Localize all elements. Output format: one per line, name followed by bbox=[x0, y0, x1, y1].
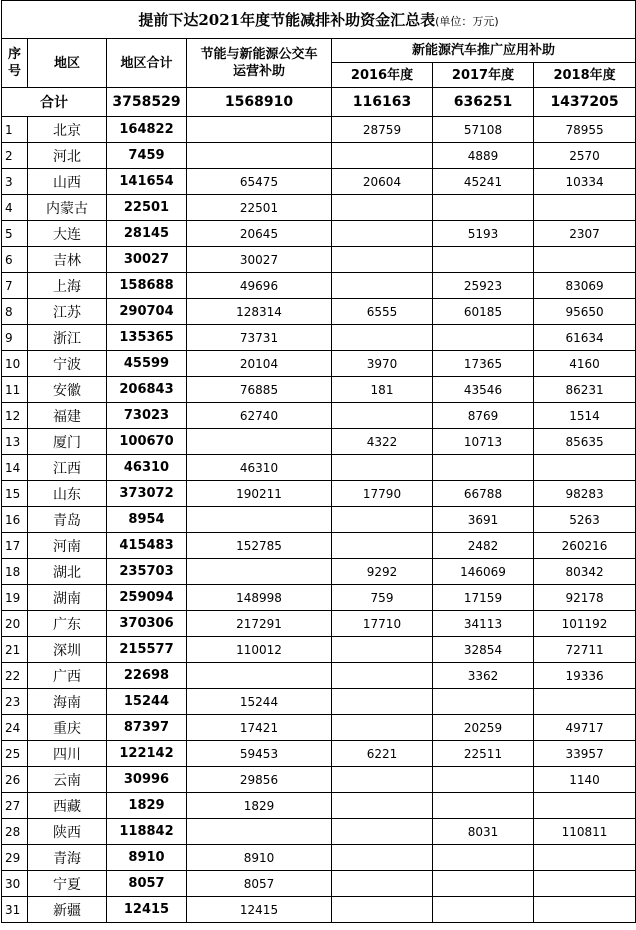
y2016-cell bbox=[332, 689, 433, 715]
table-row bbox=[2, 845, 636, 871]
seq-cell: 25 bbox=[2, 741, 28, 767]
y2016-cell bbox=[332, 871, 433, 897]
bus-subsidy-cell: 152785 bbox=[187, 533, 332, 559]
y2018-cell: 5263 bbox=[534, 507, 636, 533]
y2018-cell: 260216 bbox=[534, 533, 636, 559]
y2018-cell bbox=[534, 455, 636, 481]
y2017-cell: 8031 bbox=[433, 819, 534, 845]
bus-subsidy-cell: 148998 bbox=[187, 585, 332, 611]
y2016-cell bbox=[332, 273, 433, 299]
table-row bbox=[2, 325, 636, 351]
bus-subsidy-cell: 22501 bbox=[187, 195, 332, 221]
bus-subsidy-cell: 110012 bbox=[187, 637, 332, 663]
table-row bbox=[2, 481, 636, 507]
region-cell: 厦门 bbox=[28, 429, 107, 455]
region-total-cell: 30027 bbox=[107, 247, 187, 273]
region-cell: 海南 bbox=[28, 689, 107, 715]
table-title bbox=[2, 1, 636, 39]
region-cell: 陕西 bbox=[28, 819, 107, 845]
seq-cell: 7 bbox=[2, 273, 28, 299]
y2017-cell: 3691 bbox=[433, 507, 534, 533]
seq-cell: 13 bbox=[2, 429, 28, 455]
region-total-cell: 28145 bbox=[107, 221, 187, 247]
seq-cell: 26 bbox=[2, 767, 28, 793]
bus-subsidy-cell bbox=[187, 429, 332, 455]
seq-cell: 18 bbox=[2, 559, 28, 585]
header-2016: 2016年度 bbox=[332, 63, 433, 88]
header-nev-group: 新能源汽车推广应用补助 bbox=[332, 39, 636, 63]
y2016-cell: 17710 bbox=[332, 611, 433, 637]
y2017-cell: 5193 bbox=[433, 221, 534, 247]
bus-subsidy-cell: 12415 bbox=[187, 897, 332, 923]
y2018-cell: 86231 bbox=[534, 377, 636, 403]
header-2018: 2018年度 bbox=[534, 63, 636, 88]
bus-subsidy-cell: 29856 bbox=[187, 767, 332, 793]
table-row bbox=[2, 689, 636, 715]
bus-subsidy-cell: 128314 bbox=[187, 299, 332, 325]
total-label: 合计 bbox=[2, 88, 107, 117]
bus-subsidy-cell: 59453 bbox=[187, 741, 332, 767]
y2017-cell: 60185 bbox=[433, 299, 534, 325]
region-total-cell: 73023 bbox=[107, 403, 187, 429]
y2018-cell: 33957 bbox=[534, 741, 636, 767]
region-total-cell: 122142 bbox=[107, 741, 187, 767]
y2017-cell: 8769 bbox=[433, 403, 534, 429]
y2016-cell bbox=[332, 819, 433, 845]
region-total-cell: 415483 bbox=[107, 533, 187, 559]
header-bus-subsidy: 节能与新能源公交车运营补助 bbox=[187, 39, 332, 88]
bus-subsidy-cell: 190211 bbox=[187, 481, 332, 507]
y2018-cell: 1514 bbox=[534, 403, 636, 429]
table-row bbox=[2, 299, 636, 325]
region-cell: 湖北 bbox=[28, 559, 107, 585]
seq-cell: 3 bbox=[2, 169, 28, 195]
y2016-cell bbox=[332, 663, 433, 689]
y2018-cell: 95650 bbox=[534, 299, 636, 325]
bus-subsidy-cell: 73731 bbox=[187, 325, 332, 351]
table-row bbox=[2, 663, 636, 689]
header-seq: 序号 bbox=[2, 39, 28, 88]
y2017-cell: 2482 bbox=[433, 533, 534, 559]
table-row bbox=[2, 351, 636, 377]
y2016-cell bbox=[332, 143, 433, 169]
table-row bbox=[2, 637, 636, 663]
table-row bbox=[2, 221, 636, 247]
table-row bbox=[2, 871, 636, 897]
y2018-cell bbox=[534, 195, 636, 221]
y2016-cell bbox=[332, 325, 433, 351]
y2018-cell: 19336 bbox=[534, 663, 636, 689]
region-cell: 河南 bbox=[28, 533, 107, 559]
bus-subsidy-cell: 49696 bbox=[187, 273, 332, 299]
y2018-cell: 2307 bbox=[534, 221, 636, 247]
y2018-cell: 4160 bbox=[534, 351, 636, 377]
title-text: 提前下达2021年度节能减排补助资金汇总表 bbox=[138, 11, 436, 29]
table-row bbox=[2, 143, 636, 169]
bus-subsidy-cell bbox=[187, 143, 332, 169]
region-cell: 安徽 bbox=[28, 377, 107, 403]
bus-subsidy-cell: 1829 bbox=[187, 793, 332, 819]
seq-cell: 5 bbox=[2, 221, 28, 247]
region-cell: 江西 bbox=[28, 455, 107, 481]
bus-subsidy-cell bbox=[187, 559, 332, 585]
total-bus: 1568910 bbox=[187, 88, 332, 117]
y2016-cell bbox=[332, 897, 433, 923]
bus-subsidy-cell: 15244 bbox=[187, 689, 332, 715]
y2018-cell: 85635 bbox=[534, 429, 636, 455]
y2018-cell: 72711 bbox=[534, 637, 636, 663]
region-total-cell: 370306 bbox=[107, 611, 187, 637]
region-cell: 江苏 bbox=[28, 299, 107, 325]
y2017-cell bbox=[433, 195, 534, 221]
y2018-cell: 10334 bbox=[534, 169, 636, 195]
seq-cell: 1 bbox=[2, 117, 28, 143]
table-row bbox=[2, 247, 636, 273]
region-cell: 上海 bbox=[28, 273, 107, 299]
y2017-cell: 146069 bbox=[433, 559, 534, 585]
region-cell: 福建 bbox=[28, 403, 107, 429]
seq-cell: 19 bbox=[2, 585, 28, 611]
total-2018: 1437205 bbox=[534, 88, 636, 117]
total-row bbox=[2, 88, 636, 117]
y2016-cell bbox=[332, 507, 433, 533]
region-cell: 新疆 bbox=[28, 897, 107, 923]
seq-cell: 2 bbox=[2, 143, 28, 169]
table-row bbox=[2, 117, 636, 143]
region-total-cell: 12415 bbox=[107, 897, 187, 923]
region-total-cell: 100670 bbox=[107, 429, 187, 455]
y2017-cell: 25923 bbox=[433, 273, 534, 299]
seq-cell: 23 bbox=[2, 689, 28, 715]
y2016-cell: 6221 bbox=[332, 741, 433, 767]
y2017-cell: 34113 bbox=[433, 611, 534, 637]
region-total-cell: 141654 bbox=[107, 169, 187, 195]
seq-cell: 10 bbox=[2, 351, 28, 377]
y2017-cell: 22511 bbox=[433, 741, 534, 767]
y2017-cell: 17159 bbox=[433, 585, 534, 611]
y2018-cell: 98283 bbox=[534, 481, 636, 507]
y2016-cell bbox=[332, 455, 433, 481]
table-row bbox=[2, 455, 636, 481]
table-row bbox=[2, 897, 636, 923]
y2016-cell: 3970 bbox=[332, 351, 433, 377]
seq-cell: 21 bbox=[2, 637, 28, 663]
region-total-cell: 215577 bbox=[107, 637, 187, 663]
bus-subsidy-cell: 17421 bbox=[187, 715, 332, 741]
y2016-cell: 9292 bbox=[332, 559, 433, 585]
region-total-cell: 206843 bbox=[107, 377, 187, 403]
y2016-cell: 28759 bbox=[332, 117, 433, 143]
region-cell: 深圳 bbox=[28, 637, 107, 663]
region-total-cell: 22501 bbox=[107, 195, 187, 221]
total-2017: 636251 bbox=[433, 88, 534, 117]
table-row bbox=[2, 793, 636, 819]
total-sum: 3758529 bbox=[107, 88, 187, 117]
y2016-cell bbox=[332, 247, 433, 273]
bus-subsidy-cell: 30027 bbox=[187, 247, 332, 273]
bus-subsidy-cell bbox=[187, 819, 332, 845]
y2016-cell: 20604 bbox=[332, 169, 433, 195]
y2016-cell bbox=[332, 793, 433, 819]
region-total-cell: 158688 bbox=[107, 273, 187, 299]
y2017-cell bbox=[433, 767, 534, 793]
y2017-cell bbox=[433, 455, 534, 481]
y2017-cell: 45241 bbox=[433, 169, 534, 195]
header-region: 地区 bbox=[28, 39, 107, 88]
y2017-cell bbox=[433, 325, 534, 351]
region-total-cell: 7459 bbox=[107, 143, 187, 169]
region-cell: 山西 bbox=[28, 169, 107, 195]
y2017-cell: 4889 bbox=[433, 143, 534, 169]
y2018-cell: 78955 bbox=[534, 117, 636, 143]
region-cell: 云南 bbox=[28, 767, 107, 793]
region-cell: 内蒙古 bbox=[28, 195, 107, 221]
region-total-cell: 15244 bbox=[107, 689, 187, 715]
seq-cell: 16 bbox=[2, 507, 28, 533]
region-total-cell: 164822 bbox=[107, 117, 187, 143]
seq-cell: 20 bbox=[2, 611, 28, 637]
seq-cell: 15 bbox=[2, 481, 28, 507]
region-total-cell: 259094 bbox=[107, 585, 187, 611]
y2018-cell: 61634 bbox=[534, 325, 636, 351]
y2017-cell bbox=[433, 871, 534, 897]
bus-subsidy-cell: 217291 bbox=[187, 611, 332, 637]
region-total-cell: 373072 bbox=[107, 481, 187, 507]
seq-cell: 22 bbox=[2, 663, 28, 689]
table-row bbox=[2, 273, 636, 299]
seq-cell: 14 bbox=[2, 455, 28, 481]
header-2017: 2017年度 bbox=[433, 63, 534, 88]
y2016-cell bbox=[332, 533, 433, 559]
seq-cell: 24 bbox=[2, 715, 28, 741]
y2017-cell bbox=[433, 897, 534, 923]
y2018-cell: 2570 bbox=[534, 143, 636, 169]
y2018-cell bbox=[534, 689, 636, 715]
y2016-cell bbox=[332, 767, 433, 793]
region-cell: 四川 bbox=[28, 741, 107, 767]
y2017-cell: 3362 bbox=[433, 663, 534, 689]
region-cell: 湖南 bbox=[28, 585, 107, 611]
seq-cell: 12 bbox=[2, 403, 28, 429]
region-total-cell: 8954 bbox=[107, 507, 187, 533]
total-2016: 116163 bbox=[332, 88, 433, 117]
y2018-cell: 1140 bbox=[534, 767, 636, 793]
table-row bbox=[2, 559, 636, 585]
y2016-cell: 4322 bbox=[332, 429, 433, 455]
y2018-cell: 83069 bbox=[534, 273, 636, 299]
y2017-cell: 32854 bbox=[433, 637, 534, 663]
bus-subsidy-cell: 8057 bbox=[187, 871, 332, 897]
subsidy-table bbox=[1, 0, 636, 923]
y2018-cell bbox=[534, 845, 636, 871]
y2016-cell: 181 bbox=[332, 377, 433, 403]
region-total-cell: 22698 bbox=[107, 663, 187, 689]
y2016-cell bbox=[332, 715, 433, 741]
y2016-cell bbox=[332, 845, 433, 871]
bus-subsidy-cell bbox=[187, 663, 332, 689]
bus-subsidy-cell bbox=[187, 117, 332, 143]
region-cell: 吉林 bbox=[28, 247, 107, 273]
region-total-cell: 118842 bbox=[107, 819, 187, 845]
y2018-cell bbox=[534, 793, 636, 819]
region-total-cell: 87397 bbox=[107, 715, 187, 741]
table-row bbox=[2, 819, 636, 845]
region-total-cell: 46310 bbox=[107, 455, 187, 481]
bus-subsidy-cell: 8910 bbox=[187, 845, 332, 871]
y2018-cell: 92178 bbox=[534, 585, 636, 611]
y2017-cell bbox=[433, 793, 534, 819]
bus-subsidy-cell: 62740 bbox=[187, 403, 332, 429]
table-row bbox=[2, 403, 636, 429]
y2018-cell: 101192 bbox=[534, 611, 636, 637]
y2016-cell: 17790 bbox=[332, 481, 433, 507]
y2017-cell: 20259 bbox=[433, 715, 534, 741]
table-row bbox=[2, 507, 636, 533]
table-row bbox=[2, 195, 636, 221]
table-row bbox=[2, 741, 636, 767]
y2017-cell bbox=[433, 689, 534, 715]
y2018-cell bbox=[534, 247, 636, 273]
table-row bbox=[2, 585, 636, 611]
region-cell: 宁波 bbox=[28, 351, 107, 377]
y2017-cell: 66788 bbox=[433, 481, 534, 507]
y2017-cell: 17365 bbox=[433, 351, 534, 377]
region-cell: 西藏 bbox=[28, 793, 107, 819]
region-cell: 河北 bbox=[28, 143, 107, 169]
seq-cell: 27 bbox=[2, 793, 28, 819]
table-row bbox=[2, 767, 636, 793]
region-cell: 广西 bbox=[28, 663, 107, 689]
seq-cell: 4 bbox=[2, 195, 28, 221]
region-cell: 宁夏 bbox=[28, 871, 107, 897]
bus-subsidy-cell: 46310 bbox=[187, 455, 332, 481]
bus-subsidy-cell: 76885 bbox=[187, 377, 332, 403]
y2018-cell: 49717 bbox=[534, 715, 636, 741]
region-cell: 山东 bbox=[28, 481, 107, 507]
table-row bbox=[2, 169, 636, 195]
bus-subsidy-cell: 20645 bbox=[187, 221, 332, 247]
y2017-cell bbox=[433, 247, 534, 273]
y2017-cell bbox=[433, 845, 534, 871]
region-cell: 大连 bbox=[28, 221, 107, 247]
bus-subsidy-cell bbox=[187, 507, 332, 533]
y2016-cell bbox=[332, 403, 433, 429]
region-cell: 广东 bbox=[28, 611, 107, 637]
y2017-cell: 10713 bbox=[433, 429, 534, 455]
seq-cell: 31 bbox=[2, 897, 28, 923]
unit-text: (单位：万元) bbox=[435, 15, 499, 28]
region-total-cell: 1829 bbox=[107, 793, 187, 819]
region-total-cell: 235703 bbox=[107, 559, 187, 585]
seq-cell: 6 bbox=[2, 247, 28, 273]
y2018-cell bbox=[534, 871, 636, 897]
table-row bbox=[2, 715, 636, 741]
y2016-cell bbox=[332, 637, 433, 663]
seq-cell: 29 bbox=[2, 845, 28, 871]
region-total-cell: 290704 bbox=[107, 299, 187, 325]
y2017-cell: 43546 bbox=[433, 377, 534, 403]
table-row bbox=[2, 533, 636, 559]
y2018-cell: 80342 bbox=[534, 559, 636, 585]
header-region-total: 地区合计 bbox=[107, 39, 187, 88]
table-row bbox=[2, 377, 636, 403]
seq-cell: 30 bbox=[2, 871, 28, 897]
table-row bbox=[2, 611, 636, 637]
y2018-cell: 110811 bbox=[534, 819, 636, 845]
region-total-cell: 30996 bbox=[107, 767, 187, 793]
region-total-cell: 8057 bbox=[107, 871, 187, 897]
y2016-cell: 759 bbox=[332, 585, 433, 611]
seq-cell: 8 bbox=[2, 299, 28, 325]
region-cell: 青岛 bbox=[28, 507, 107, 533]
region-total-cell: 45599 bbox=[107, 351, 187, 377]
table-row bbox=[2, 429, 636, 455]
y2016-cell: 6555 bbox=[332, 299, 433, 325]
y2017-cell: 57108 bbox=[433, 117, 534, 143]
region-total-cell: 8910 bbox=[107, 845, 187, 871]
y2016-cell bbox=[332, 195, 433, 221]
seq-cell: 28 bbox=[2, 819, 28, 845]
bus-subsidy-cell: 20104 bbox=[187, 351, 332, 377]
seq-cell: 9 bbox=[2, 325, 28, 351]
region-cell: 青海 bbox=[28, 845, 107, 871]
region-cell: 浙江 bbox=[28, 325, 107, 351]
region-cell: 重庆 bbox=[28, 715, 107, 741]
y2016-cell bbox=[332, 221, 433, 247]
seq-cell: 17 bbox=[2, 533, 28, 559]
y2018-cell bbox=[534, 897, 636, 923]
region-cell: 北京 bbox=[28, 117, 107, 143]
region-total-cell: 135365 bbox=[107, 325, 187, 351]
seq-cell: 11 bbox=[2, 377, 28, 403]
bus-subsidy-cell: 65475 bbox=[187, 169, 332, 195]
